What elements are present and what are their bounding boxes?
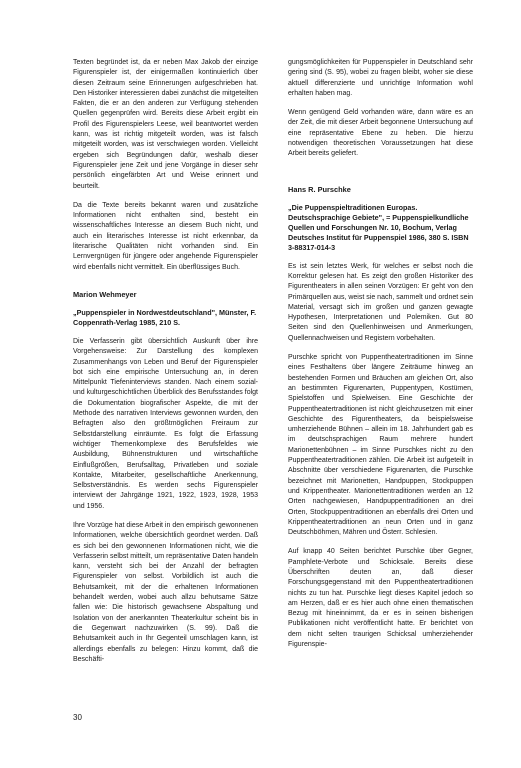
right-paragraph-4: Purschke spricht von Puppentheatertraditionen im Sinne eines Festhaltens über längere Zeiträume hinweg an bestehenden Formen und Bräuchen am gleichen Ort, also an bestimmten Figurenarten, Puppentypen, Kostümen, Spielstoffen und Spielweisen. Eine Geschichte der Puppentheatertraditionen ist nicht gleichzusetzen mit einer Geschichte des Figurentheaters, da beispielsweise umherziehende Bühnen – allein im 18. Jahrhundert gab es im deutschsprachigen Raum mehrere hundert Marionettenbühnen – im Sinne Purschkes nicht zu den Puppentheatertraditionen zählen. Die Arbeit ist aufgeteilt in Abschnitte über verschiedene Figurenarten, die Purschke bezeichnet mit Marionetten, Handpuppen, Stockpuppen und Krippentheater. Marionettentraditionen werden an 12 Orten nachgewiesen, Handpuppentraditionen an drei Orten, Stockpuppentraditionen an ebenfalls drei Orten und Krippentheatertraditionen an neun Orten und in ganz Deutschböhmen, Mähren und Österr. Schlesien. <box>288 354 473 537</box>
right-paragraph-3: Es ist sein letztes Werk, für welches er selbst noch die Korrektur gelesen hat. Es zeigt den großen Historiker des Figurentheaters in allen seinen Vorzügen: Er geht von den Primärquellen aus, weist sie nach, sammelt und ordnet sein Material, versagt sich im großen und ganzen gewagte Hypothesen, Interpretationen und Polemiken. Gut 80 Seiten sind den Quellenhinweisen und Anmerkungen, Quellennachweisen und Registern vorbehalten. <box>288 262 473 342</box>
right-paragraph-5: Auf knapp 40 Seiten berichtet Purschke über Gegner, Pamphlete-Verbote und Schicksale. Bereits diese Überschriften deuten an, daß dieser Forschungsgegenstand mit den Puppentheatertraditionen nichts zu tun hat. Purschke liegt dieses Kapitel jedoch so am Herzen, daß er es hier auch ohne einen thematischen Bezug mit hineinnimmt, da er es in seinen bisherigen Publikationen nicht veröffentlicht hatte. Er berichtet von dem nicht selten traurigen Schicksal umherziehender Figurenspie- <box>288 548 473 649</box>
right-paragraph-2: Wenn genügend Geld vorhanden wäre, dann wäre es an der Zeit, die mit dieser Arbeit begonnene Untersuchung auf eine repräsentative Ebene zu heben. Die hierzu notwendigen theoretischen Voraussetzungen hat diese Arbeit bereits geliefert. <box>288 109 473 158</box>
left-column <box>73 58 258 674</box>
section-spacer <box>288 169 473 185</box>
section-spacer <box>73 282 258 290</box>
review-author-wehmeyer: Marion Wehmeyer <box>73 289 137 299</box>
right-column <box>288 58 473 659</box>
left-paragraph-3: Die Verfasserin gibt übersichtlich Auskunft über ihre Vorgehensweise: Zur Darstellung des komplexen Zusammenhangs von Leben und Beruf der Figurenspieler bot sich eine empirische Untersuchung an, in deren Mittelpunkt Tiefeninterviews standen. Nach einem sozial- und kulturgeschichtlichen Überblick des Berufsstandes folgt die Dokumentation biografischer Aspekte, die mit der Methode des narrativen Interviews gewonnen wurden, den Befragten also den größtmöglichen Freiraum zur Selbstdarstellung einräumte. Es folgt die Erfassung wichtiger Themenkomplexe des Berufsfeldes wie Ausbildung, Bühnenstrukturen und wirtschaftliche Einflußgrößen, Berufsalltag, Privatleben und soziale Kontakte, Mitarbeiter, gesellschaftliche Anerkennung, Selbstverständnis. Es werden sechs Figurenspieler interviewt der Jahrgänge 1921, 1922, 1923, 1928, 1953 und 1956. <box>73 337 258 510</box>
left-paragraph-4: Ihre Vorzüge hat diese Arbeit in den empirisch gewonnenen Informationen, welche übersichtlich geordnet werden. Daß es sich bei den gewonnenen Informationen nicht, wie die Verfasserin selbst mitteilt, um repräsentative Daten handeln kann, versteht sich bei der Anzahl der befragten Figurenspieler von selbst. Vorbildlich ist auch die Behutsamkeit, mit der die erhaltenen Informationen behandelt werden, wobei auch allzu behutsame Sätze fallen wie: Die historisch gewachsene Abspaltung und Isolation von der anerkannten Theaterkultur scheint bis in die Gegenwart nachzuwirken (S. 99). Daß die Behutsamkeit auch in Ihr Gegenteil umschlagen kann, ist allerdings ebenfalls zu belegen: Hinzu kommt, daß die Beschäfti- <box>73 521 258 663</box>
page-number: 30 <box>73 713 82 722</box>
right-paragraph-1: gungsmöglichkeiten für Puppenspieler in Deutschland sehr gering sind (S. 95), wobei zu fragen bleibt, woher sie diese aktuell differenzierte und unrichtige Information wohl erhalten haben mag. <box>288 59 473 97</box>
review-author-purschke: Hans R. Purschke <box>288 184 351 194</box>
left-paragraph-1: Texten begründet ist, da er neben Max Jakob der einzige Figurenspieler ist, der einigermaßen kontinuierlich über diesen Zeitraum seine Erinnerungen aufgeschrieben hat. Den Historiker interessieren dabei zunächst die mitgeteilten Fakten, die er an den anderen zur Verfügung stehenden Quellen gegenprüfen wird. Bereits diese Arbeit ergibt ein Profil des Figurenspielers Leese, weil beantwortet werden kann, was ist richtig mitgeteilt worden, was ist falsch mitgeteilt worden, was ist verschwiegen worden. Vielleicht ergeben sich Begründungen dafür, weshalb dieser Figurenspieler jene Zeit und jene Vorgänge in dieser sehr persönlich eingefärbten Art und Weise erinnert und beurteilt. <box>73 59 258 190</box>
review-book-title-purschke: „Die Puppenspieltraditionen Europas. Deutschsprachige Gebiete", = Puppenspielkundliche Quellen und Forschungen Nr. 10, Bochum, Verlag Deutsches Institut für Puppenspiel 1986, 380 S. ISBN 3-88317-014-3 <box>288 202 469 252</box>
left-paragraph-2: Da die Texte bereits bekannt waren und zusätzliche Informationen nicht enthalten sind, besteht ein wissenschaftliches Interesse an diesem Buch nicht, und auch ein literarisches Interesse ist nicht erkennbar, da literarische Qualitäten nicht vorhanden sind. Ein Lernvergnügen für jüngere oder angehende Figurenspieler wird ebenfalls nicht vermittelt. Ein überflüssiges Buch. <box>73 201 258 271</box>
review-book-title-wehmeyer: „Puppenspieler in Nordwestdeutschland", Münster, F. Coppenrath-Verlag 1985, 210 S. <box>73 307 257 327</box>
